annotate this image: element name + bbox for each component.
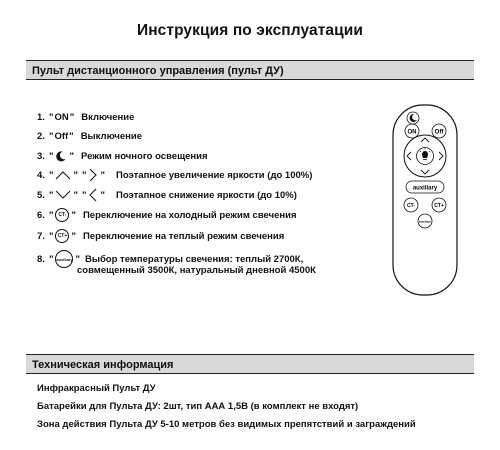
instruction-item-cold: 6. " CT- " Переключение на холодный режим свечения — [37, 209, 297, 221]
item-number: 1. — [37, 111, 45, 123]
remote-on-button — [405, 124, 419, 138]
instruction-item-night: 3. " " Режим ночного освещения — [37, 150, 208, 162]
chevron-left-icon — [88, 188, 98, 202]
instruction-item-brightness-down: 5. " " " " Поэтапное снижение яркости (до 10%) — [37, 189, 297, 201]
item-number: 5. — [37, 189, 45, 201]
item-description: Режим ночного освещения — [80, 150, 208, 162]
tech-line: Зона действия Пульта ДУ 5-10 метров без видимых препятствий и заграждений — [37, 419, 416, 430]
item-description: Выключение — [80, 130, 142, 142]
item-number: 3. — [37, 150, 45, 162]
svg-text:Off: Off — [434, 129, 444, 136]
svg-text:CT-: CT- — [406, 203, 416, 209]
key-label-on: ON — [54, 111, 69, 123]
item-description: Переключение на холодный режим свечения — [82, 209, 297, 221]
remote-dpad — [404, 135, 446, 177]
item-description: Поэтапное снижение яркости (до 10%) — [116, 189, 297, 201]
remote-ct-plus-button — [432, 198, 446, 212]
instruction-item-off: 2. " Off " Выключение — [37, 130, 142, 142]
instruction-item-brightness-up: 4. " " " " Поэтапное увеличение яркости (до 100%) — [37, 169, 313, 181]
item-description: Переключение на теплый режим свечения — [82, 230, 285, 242]
key-label-off: Off — [54, 130, 69, 142]
svg-text:auxiliary: auxiliary — [418, 219, 432, 224]
chevron-down-icon — [55, 190, 71, 200]
instruction-item-temperature: 8. " auxiliary " Выбор температуры свечения: теплый 2700К, — [37, 252, 303, 266]
item-description: Включение — [81, 111, 135, 123]
remote-auxiliary-button — [406, 181, 444, 193]
item-description: Выбор температуры свечения: теплый 2700К, — [84, 253, 304, 265]
item-number: 6. — [37, 209, 45, 221]
chevron-right-icon — [88, 168, 98, 182]
remote-ct-minus-button — [404, 198, 418, 212]
remote-moon-button — [407, 112, 419, 124]
ct-plus-icon: CT+ — [55, 229, 69, 243]
tech-line: Батарейки для Пульта ДУ: 2шт, тип ААА 1,5В (в комплект не входят) — [37, 401, 359, 412]
moon-icon — [55, 150, 67, 162]
item-number: 8. — [37, 253, 45, 265]
chevron-up-icon — [55, 170, 71, 180]
instruction-item-warm: 7. " CT+ " Переключение на теплый режим свечения — [37, 230, 285, 242]
svg-text:CT+: CT+ — [434, 203, 444, 209]
section-header-remote: Пульт дистанционного управления (пульт ДУ) — [26, 60, 474, 80]
remote-control-illustration — [392, 104, 458, 296]
svg-text:auxiliary: auxiliary — [412, 185, 438, 192]
page-title: Инструкция по эксплуатации — [136, 22, 364, 39]
remote-bottom-button — [418, 214, 432, 228]
section-header-tech: Техническая информация — [26, 354, 474, 374]
auxiliary-icon: auxiliary — [55, 250, 73, 268]
item-description: Поэтапное увеличение яркости (до 100%) — [116, 169, 313, 181]
item-number: 4. — [37, 169, 45, 181]
remote-off-button — [432, 124, 446, 138]
svg-text:ON: ON — [407, 129, 417, 136]
ct-minus-icon: CT- — [55, 208, 69, 222]
instruction-item-on: 1. " ON " Включение — [37, 111, 135, 123]
item-description-cont: совмещенный 3500К, натуральный дневной 4500К — [77, 265, 316, 276]
tech-line: Инфракрасный Пульт ДУ — [37, 383, 156, 394]
item-number: 7. — [37, 230, 45, 242]
item-number: 2. — [37, 130, 45, 142]
